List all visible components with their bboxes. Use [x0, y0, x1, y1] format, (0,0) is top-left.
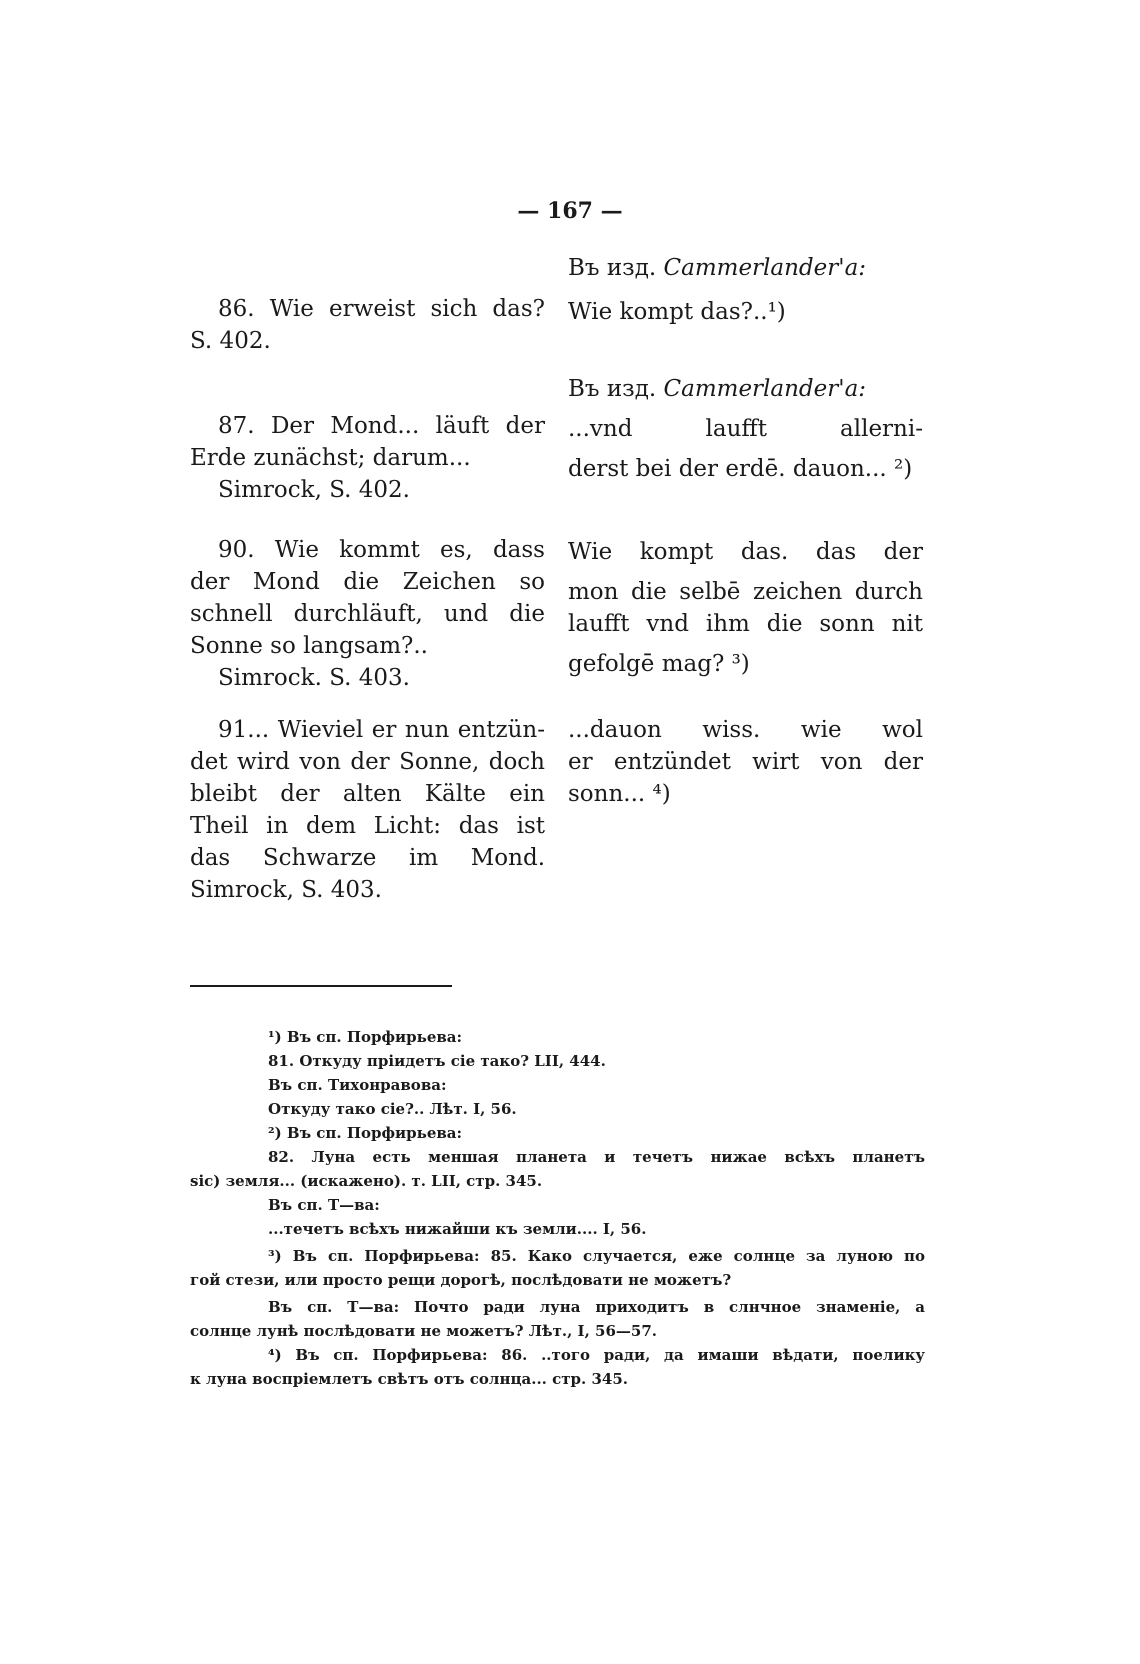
entry-90-right: Wie kompt das. das der mon die selbē zeichen durch laufft vnd ihm die sonn nit gefolgē mag? ³): [568, 539, 923, 677]
entry-91-right: ...dauon wiss. wie wol er entzündet wirt von der sonn... ⁴): [568, 717, 923, 807]
entry-86-left: 86. Wie erweist sich das? S. 402.: [190, 296, 545, 354]
footnote-rule: [190, 985, 452, 987]
entry-91-left: 91... Wieviel er nun entzün- det wird von der Sonne, doch bleibt der alten Kälte ein Theil in dem Licht: das ist das Schwarze im Mond. Simrock, S. 403.: [190, 717, 545, 903]
footnote-line: солнце лунѣ послѣдовати не можетъ? Лѣт., I, 56—57.: [190, 1322, 657, 1340]
footnote-line: 81. Откуду прiидетъ сiе тако? LII, 444.: [268, 1052, 606, 1070]
footnote-line: Въ сп. Т—ва:: [268, 1196, 380, 1214]
footnotes: [190, 1025, 925, 1391]
footnote-line: Въ сп. Т—ва: Почто ради луна приходитъ в слнчное знаменiе, а: [268, 1298, 925, 1316]
footnote-line: ¹) Въ сп. Порфирьева:: [268, 1028, 463, 1046]
footnote-line: ³) Въ сп. Порфирьева: 85. Како случается, еже солнце за луною по: [268, 1247, 925, 1265]
entry-87-left: 87. Der Mond... läuft der Erde zunächst; darum... Simrock, S. 402.: [190, 413, 545, 503]
footnote-line: ...течетъ всѣхъ нижайши къ земли.... I, 56.: [268, 1220, 647, 1238]
footnote-line: 82. Луна есть меншая планета и течетъ нижае всѣхъ планетъ: [268, 1148, 925, 1166]
footnote-line: Въ сп. Тихонравова:: [268, 1076, 447, 1094]
footnote-line: гой стези, или просто рещи дорогѣ, послѣдовати не можетъ?: [190, 1271, 732, 1289]
footnote-line: к луна воспрiемлетъ свѣтъ отъ солнца... стр. 345.: [190, 1370, 629, 1388]
footnote-line: Откуду тако сiе?.. Лѣт. I, 56.: [268, 1100, 517, 1118]
entry-90-left: 90. Wie kommt es, dass der Mond die Zeichen so schnell durchläuft, und die Sonne so langsam?.. Simrock. S. 403.: [190, 537, 545, 691]
footnote-line: ⁴) Въ сп. Порфирьева: 86. ..того ради, да имаши вѣдати, поелику: [268, 1346, 925, 1364]
heading-cammerlander-1: Въ изд. Cammerlander'a:: [568, 255, 867, 281]
footnote-line: sic) земля... (искажено). т. LII, стр. 345.: [190, 1172, 543, 1190]
footnote-line: ²) Въ сп. Порфирьева:: [268, 1124, 463, 1142]
entry-86-right: Wie kompt das?..¹): [568, 299, 786, 325]
page-number: — 167 —: [517, 198, 623, 224]
entry-87-right: ...vnd laufft allerni- derst bei der erdē. dauon... ²): [568, 416, 923, 482]
heading-cammerlander-2: Въ изд. Cammerlander'a:: [568, 376, 867, 402]
